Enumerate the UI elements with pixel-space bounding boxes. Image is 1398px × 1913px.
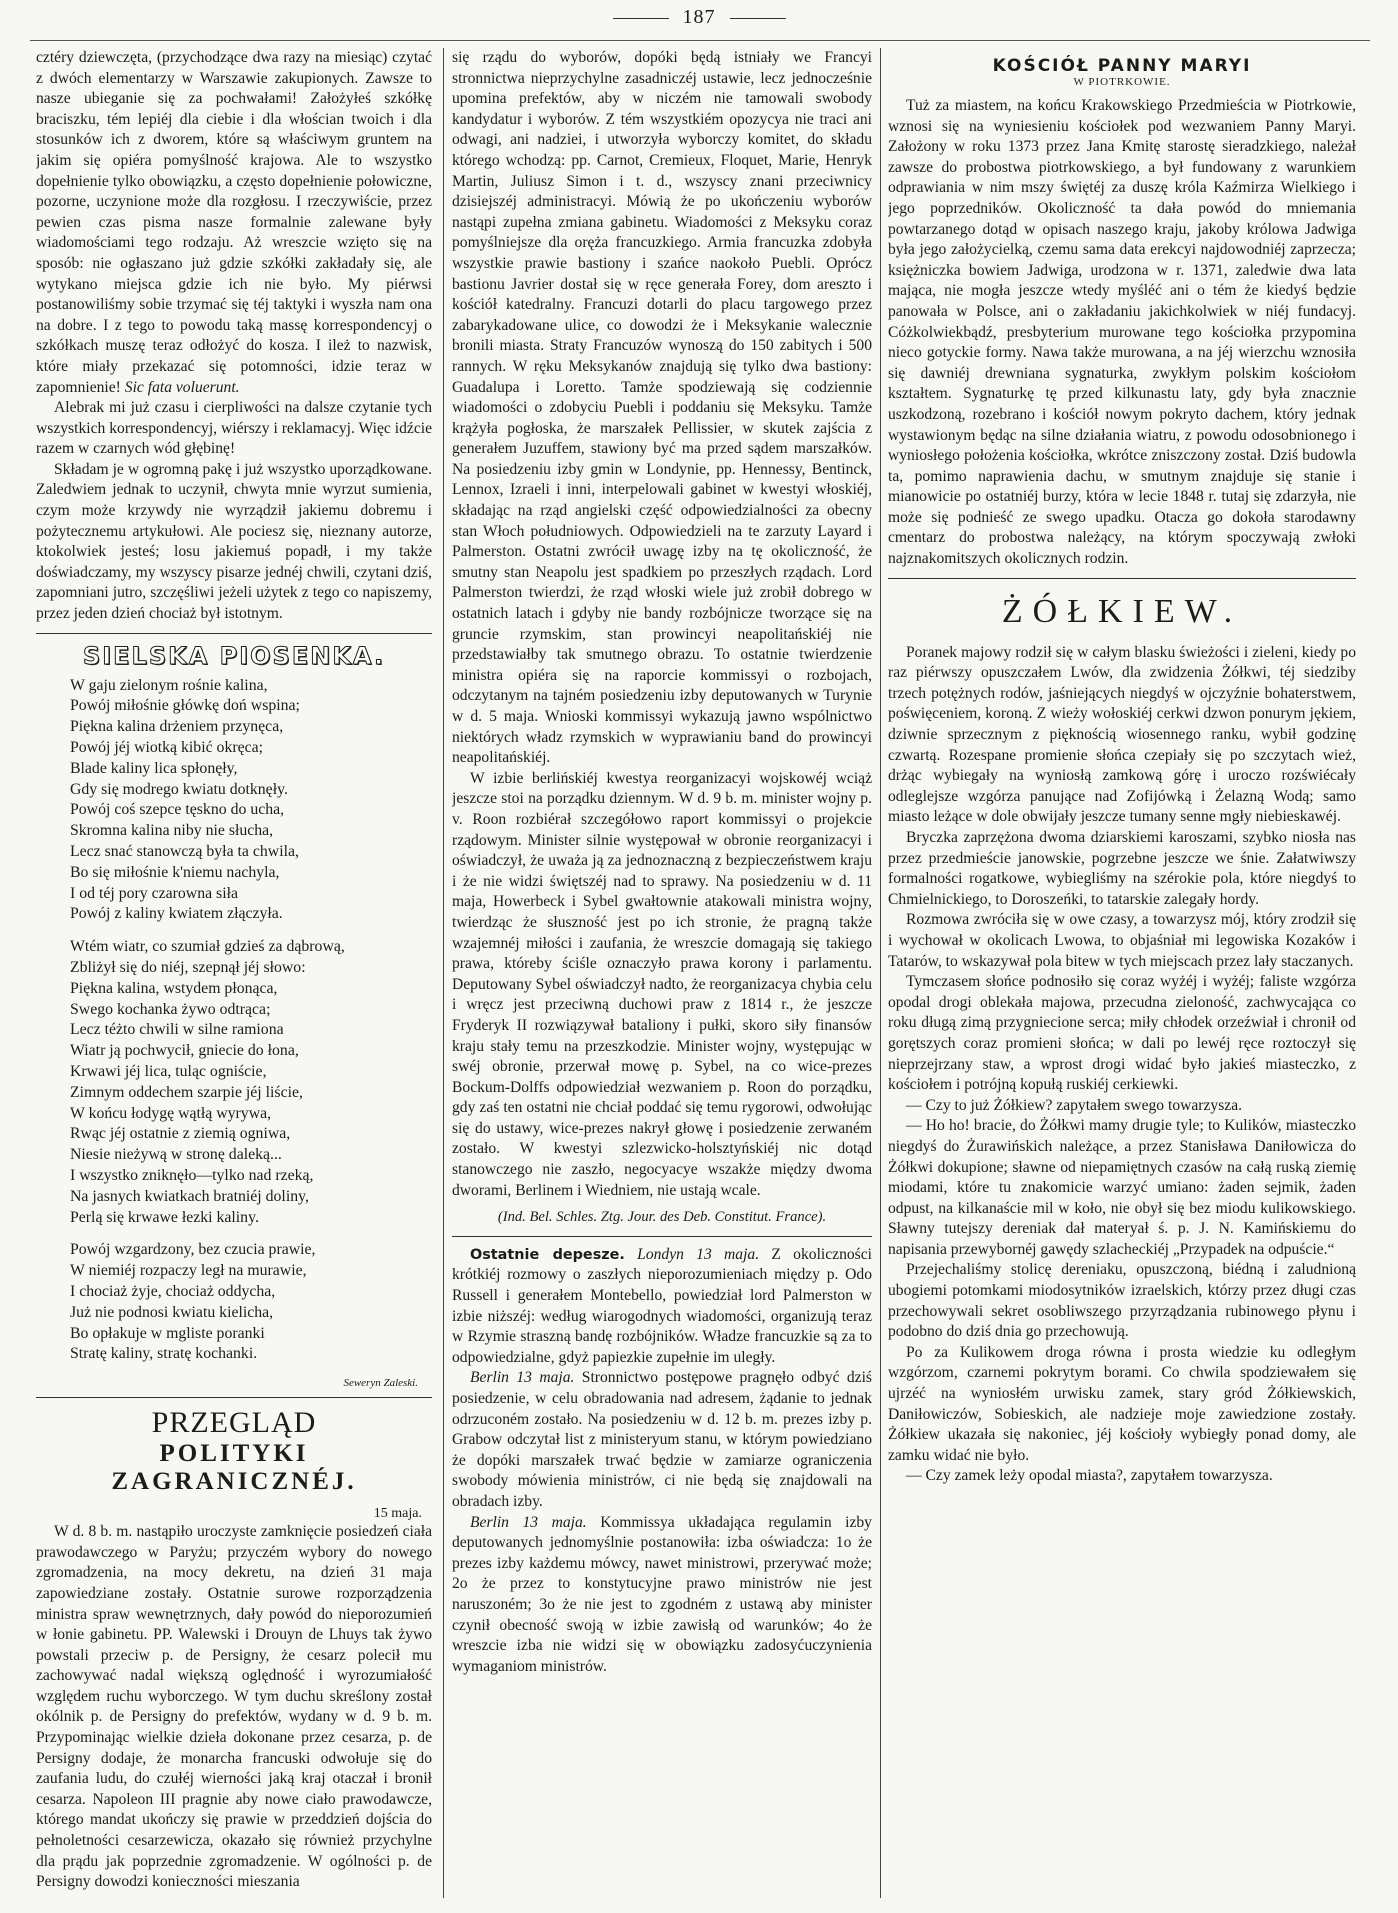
dispatch-paragraph bbox=[452, 1513, 872, 1678]
poem-line: I od téj pory czarowna siła bbox=[70, 884, 238, 902]
poem-line: Powój z kaliny kwiatem złączyła. bbox=[70, 905, 283, 923]
poem-line: W niemiéj rozpaczy legł na murawie, bbox=[70, 1262, 307, 1280]
church-article-title: KOŚCIÓŁ PANNY MARYI bbox=[992, 56, 1252, 76]
column-3 bbox=[888, 48, 1356, 1896]
poem-stanza bbox=[70, 676, 432, 926]
poem-line: Rwąc jéj ostatnie z ziemią ogniwa, bbox=[70, 1125, 291, 1143]
poem-stanza bbox=[70, 937, 432, 1228]
article-paragraph bbox=[36, 48, 432, 398]
article-paragraph: Tymczasem słońce podnosiło się coraz wyżéj i wyżéj; faliste wzgórza opodal drogi oblekała majowa, przecudna zieloność, zachwycająca co roku długą zimą przygniecione serca; miły chłodek orzeźwiał i chronił od gorętszych coraz promieni słońca; w dali po lewéj ręce roztoczył się nieprzejrzany staw, a wprost drogi widać było jakieś miasteczko, z kościołem i potrójną kopułą ruskiéj cerkiewki. bbox=[888, 973, 1356, 1094]
article-paragraph: się rządu do wyborów, dopóki będą istniały we Francyi stronnictwa nieprzychylne zasadniczéj ustawie, lecz jednocześnie upomina prefektów, aby w niczém nie tamowali swobody kandydatur i wyborów. Z tém wszystkiém opozycya nie traci ani odwagi, ani nadziei, i utworzyła wyborczy komitet, do składu którego wchodzą: pp. Carnot, Cremieux, Floquet, Marie, Henryk Martin, Juliusz Simon i t. d., wszyscy znani przeciwnicy dzisiejszéj administracyi. Mówią że po ukończeniu wyborów nastąpi zupełna zmiana gabinetu. Wiadomości z Meksyku coraz pomyślniejsze dla oręża francuzkiego. Armia francuzka zdobyła wszystkie prawie bastiony i szańce naokoło Puebli. Oprócz bastionu Javrier dostał się w ręce generała Forey, dom areszto i kościół katedralny. Francuzi dotarli do placu targowego przez zabarykadowane ulice, co dowodzi że i Meksykanie walecznie bronili miasta. Straty Francuzów wynoszą do 150 zabitych i 500 rannych. W ręku Meksykanów znajdują się tylko dwa bastiony: Guadalupa i Loretto. Tamże spodziewają się codziennie wiadomości o zdobyciu Puebli i poddaniu się Meksyku. Tamże krążyła pogłoska, że marszałek Pellissier, w skutek zajścia z generałem Juzuffem, stawiony być ma przed sądem marszałków. Na posiedzeniu izby gmin w Londynie, pp. Hennessy, Bentinck, Lennox, Izraeli i inni, interpelowali gabinet w kwestyi włoskiéj, składając na rząd angielski część odpowiedzialności za obecny stan Włoch południowych. Odpowiedzieli na te zarzuty Layard i Palmerston. Ostatni zwrócił uwagę izby na tę okoliczność, że smutny stan Neapolu jest spadkiem po przeszłych rządach. Lord Palmerston twierdzi, że rząd włoski wiele już zrobił dobrego w ostatnich latach i gdyby nie bandy rozbójnicze tworzące się na gruncie rzymskim, stan prowincyi neapolitańskiéj nie przedstawiałby tak smutnego obrazu. To ostatnie twierdzenie ministra opiéra się na raporcie kommissyi o rozbojach, odczytanym na tajném posiedzeniu izby deputowanych w Turynie w d. 5 maja. Wnioski kommissyi wykazują jawno wspólnictwo niektórych władz rzymskich w wyprawianiu band do prowincyi neapolitańskiéj. bbox=[452, 49, 872, 767]
poem-line: Zimnym oddechem szarpie jéj liście, bbox=[70, 1083, 303, 1101]
poem-line: Powój coś szepce tęskno do ucha, bbox=[70, 801, 285, 819]
poem-line: I chociaż żyje, chociaż oddycha, bbox=[70, 1282, 276, 1300]
poem-line: Piękna kalina, wstydem płonąca, bbox=[70, 979, 278, 997]
poem-line: Na jasnych kwiatkach bratniéj doliny, bbox=[70, 1187, 309, 1205]
dispatch-heading: Ostatnie depesze. bbox=[470, 1246, 625, 1263]
poem-line: Krwawi jéj lica, tuląc ogniście, bbox=[70, 1062, 267, 1080]
poem-title: SIELSKA PIOSENKA. bbox=[82, 641, 386, 670]
latin-phrase: Sic fata voluerunt. bbox=[124, 378, 240, 396]
article-paragraph: W d. 8 b. m. nastąpiło uroczyste zamknięcie posiedzeń ciała prawodawczego w Paryżu; przyczém wybory do nowego zgromadzenia, na mocy dekretu, na dzień 31 maja zapowiedziane zostały. Ostatnie surowe rozporządzenia ministra spraw wewnętrznych, dały powód do nieporozumień w łonie gabinetu. PP. Walewski i Drouyn de Lhuys tak żywo powstali przeciw p. de Persigny, że cesarz polecił mu zachowywać nadal większą oględność i wyrozumiałość względem ruchu wyborczego. W tym duchu skreślony został okólnik p. de Persigny do prefektów, wydany w d. 9 b. m. Przypominając wielkie dzieła dokonane przez cesarza, p. de Persigny dodaje, że monarcha francuski odwołuje się do zaufania ludu, do czułéj wierności jaką kraj otaczał i bronił cesarza. Napoleon III pragnie aby nowe ciało prawodawcze, którego mandat ukończy się prawie w przeddzień dojścia do pełnoletności cesarzewicza, okazało się również przychylne dla prądu jak poprzednie zgromadzenie. W ogólności p. de Persigny dowodzi konieczności mieszania bbox=[36, 1523, 432, 1891]
zolkiew-article-title: ŻÓŁKIEW. bbox=[1001, 592, 1243, 630]
church-article-subtitle: W PIOTRKOWIE. bbox=[1073, 76, 1171, 88]
poem-line: Wiatr ją pochwycił, gniecie do łona, bbox=[70, 1042, 299, 1060]
poem-line: Stratę kaliny, stratę kochanki. bbox=[70, 1345, 258, 1363]
dispatch-place: Berlin 13 maja. bbox=[470, 1369, 575, 1387]
poem-stanza bbox=[70, 1240, 432, 1365]
article-paragraph: Składam je w ogromną pakę i już wszystko uporządkowane. Zaledwiem jednak to uczynił, chwyta mnie wyrzut sumienia, czym może krzywdy nie wyrządził jakiemu dobremu i pożytecznemu artykułowi. Ale pociesz się, nieznany autorze, ktokolwiek jesteś; losu jakiemuś popadł, i my także doświadczamy, my wszyscy pisarze jednéj chwili, czytani dziś, zapomniani jutro, szczęśliwi jeżeli użytek z tego co napiszemy, przez jeden dzień chociaż był istotnym. bbox=[36, 460, 432, 623]
column-1 bbox=[36, 48, 432, 1896]
section-subtitle: POLITYKI ZAGRANICZNÉJ. bbox=[111, 1440, 357, 1496]
poem-line: Bo opłakuje w mgliste poranki bbox=[70, 1324, 265, 1342]
poem-line: Piękna kalina drżeniem przynęca, bbox=[70, 718, 284, 736]
section-divider bbox=[888, 578, 1356, 579]
poem-line: Lecz téżto chwili w silne ramiona bbox=[70, 1021, 284, 1039]
article-paragraph: Rozmowa zwróciła się w owe czasy, a towarzysz mój, który zrodził się i wychował w okolicach Lwowa, to objaśniał mi legowiska Kozaków i Tatarów, to wskazywał pola bitew w tych miejscach przez lały staczanych. bbox=[888, 911, 1356, 970]
section-divider bbox=[452, 1236, 872, 1237]
article-paragraph: — Czy zamek leży opodal miasta?, zapytałem towarzysza. bbox=[906, 1467, 1273, 1485]
poem-line: Powój miłośnie główkę doń wspina; bbox=[70, 697, 300, 715]
dispatch-place: Berlin 13 maja. bbox=[470, 1513, 587, 1531]
poem-line: Powój jéj wiotką kibić okręca; bbox=[70, 739, 264, 757]
source-citation: (Ind. Bel. Schles. Ztg. Jour. des Deb. Constitut. France). bbox=[497, 1209, 827, 1226]
poem-line: Gdy się modrego kwiatu dotknęły. bbox=[70, 780, 288, 798]
page-number-dash-left bbox=[613, 18, 669, 19]
dispatch-text: Kommissya układająca regulamin izby deputowanych jednomyślnie postanowiła: izba oświadcza: 1o że prezes izby każdemu mówcy, nawet ministrowi, przerywać może; 2o że przez to konstytucyjne prawo ministrów nie jest naruszoném; 3o że nie jest to zgodném z ustawą aby minister czynił obecność swoją w izbie zawisłą od warunków; 4o że wreszcie izba nie widzi się w obowiązku zadosyćuczynienia wymaganiom ministrów. bbox=[452, 1513, 872, 1675]
poem-line: Swego kochanka żywo odtrąca; bbox=[70, 1000, 271, 1018]
poem-line: Wtém wiatr, co szumiał gdzieś za dąbrową, bbox=[70, 938, 345, 956]
poem-line: Perlą się krwawe łezki kaliny. bbox=[70, 1208, 259, 1226]
dispatch-text: Stronnictwo postępowe pragnęło odbyć dziś posiedzenie, w celu obradowania nad adresem, żądanie to jednak odrzuconém zostało. Na posiedzeniu w d. 12 b. m. prezes izby p. Grabow odczytał list z ministeryum stanu, w którym powiedziano że dopóki marszałek trwać będzie w zamiarze ograniczenia swobody mówienia ministrów, ci nie będą się znajdowali na obradach izby. bbox=[452, 1369, 872, 1510]
dispatch-text: Z okoliczności krótkiéj rozmowy o zaszłych nieporozumieniach między p. Odo Russell i generałem Montebello, powiedział lord Palmerston w izbie niższéj: według wiarogodnych wiadomości, organizują teraz w Rzymie straszną bandę rozbójników. Władze francuzkie są za to odpowiedzialne, gdyż papiezkie zupełnie im uległy. bbox=[452, 1245, 872, 1366]
poem-line: Lecz snać stanowczą była ta chwila, bbox=[70, 843, 299, 860]
poem-line: Zbliżył się do niéj, szepnął jéj słowo: bbox=[70, 958, 306, 976]
page-number-dash-right bbox=[730, 18, 786, 19]
poem bbox=[36, 676, 432, 1366]
poem-author: Seweryn Zaleski. bbox=[343, 1377, 418, 1390]
page-number bbox=[0, 6, 1398, 29]
article-paragraph: Po za Kulikowem droga równa i prosta wiedzie ku odległym wzgórzom, czarnemi pokrytym borami. Co chwila spodziewałem się ujrzéć na wyniosłém urwisku zamek, stary gród Żółkiewskich, Daniłowiczów, Sobieskich, ale nadzieje moje zawiedzione zostały. Żółkiew ukazała się nakoniec, jéj kościoły wybiegły ponad domy, ale zamku widać nie było. bbox=[888, 1343, 1356, 1464]
article-paragraph: Tuż za miastem, na końcu Krakowskiego Przedmieścia w Piotrkowie, wznosi się na wyniesieniu kościołek pod wezwaniem Panny Maryi. Założony w roku 1373 przez Jana Kmitę starostę sieradzkiego, należał zawsze do probostwa piotrkowskiego, a był fundowany z warunkiem odprawiania w nim mszy świętéj za duszę króla Kaźmirza Wielkiego i jego poprzedników. Okoliczność ta dała powód do mniemania powtarzanego dotąd w opisach naszego kraju, jakoby królowa Jadwiga była jego założycielką, czemu sama data erekcyi najdowodniéj zaprzecza; księżniczka bowiem Jadwiga, urodzona w r. 1371, zaledwie dwa lata mająca, nie mogła jeszcze wtedy myśléć ani o tém że kiedyś będzie panowała w Polsce, ani o zakładaniu jakichkolwiek w niéj fundacyj. Cóżkolwiekbądź, presbyterium murowane tego kościołka przypomina nieco gotyckie formy. Nawa także murowana, a na jéj wierzchu wznosiła się dawniéj drewniana sygnaturka, zwykłym polskim kościołom kształtem. Sygnaturkę tę przed kilkunastu laty, gdy była znacznie uszkodzoną, rozebrano i kościół nowym pokryto dachem, który jednak wystawionym będąc na silne działania wiatru, z powodu odosobnionego i wyniosłego położenia kościołka, wkrótce zniszczony został. Dziś budowla ta, pomimo naprawienia dachu, w smutnym znajduje się stanie i mianowicie po ostatniéj burzy, która w lecie 1848 r. tutaj się zdarzyła, nie może się podnieść ze swego upadku. Otacza go dokoła starodawny cmentarz do probostwa należący, na którym spoczywają zwłoki najznakomitszych okolicznych rodzin. bbox=[888, 97, 1356, 568]
section-title: PRZEGLĄD bbox=[151, 1406, 317, 1440]
dateline: 15 maja. bbox=[373, 1506, 422, 1522]
column-2 bbox=[452, 48, 872, 1896]
poem-line: Już nie podnosi kwiatu kielicha, bbox=[70, 1303, 274, 1321]
article-paragraph: Przejechaliśmy stolicę dereniaku, opuszczoną, biédną i zaludnioną ubogiemi potomkami miodosytników izraelskich, którzy przez długi czas przechowywali sekret osobliwszego przyrządzania rubinowego płynu i podobno do dziś dnia go przechowują. bbox=[888, 1261, 1356, 1341]
dispatch-place: Londyn 13 maja. bbox=[637, 1245, 760, 1263]
paragraph-text: cztéry dziewczęta, (przychodzące dwa razy na miesiąc) czytać z dwóch elementarzy w Warszawie zakupionych. Zawsze to nasze ubieganie się za pochwałami! Założyłeś szkółkę braciszku, tém lepiéj dla ciebie i dla włościan twoich i dla stosunków ich z dworem, które są właściwym gruntem na jakim się opiéra pomyślność krajowa. Ale to wszystko dopełnienie tylko obowiązku, a często dopełnienie połowiczne, pozorne, uczynione może dla rozgłosu. I rzeczywiście, przez pewien czas pisma nasze formalnie zalewane były wiadomościami tego rodzaju. Aż wreszcie wzięto się na sposób: nie ogłaszano już gdzie szkółki zakładały się, ale wytykano miejsca gdzie ich nie było. My piérwsi postanowiliśmy sobie trzymać się téj taktyki i wyszła nam ona na dobre. I z tego to powodu taką massę korrespondencyj o szkółkach muszę teraz odłożyć do kosza. I ileż to nazwisk, które miały przekazać się potomności, idzie teraz w zapomnienie! bbox=[36, 49, 432, 396]
poem-line: Powój wzgardzony, bez czucia prawie, bbox=[70, 1241, 316, 1259]
article-paragraph: Alebrak mi już czasu i cierpliwości na dalsze czytanie tych wszystkich korrespondencyj, wiérszy i reklamacyj. Więc idźcie razem w czarnych wód głębinę! bbox=[36, 399, 432, 458]
article-paragraph: — Ho ho! bracie, do Żółkwi mamy drugie tyle; to Kulików, miasteczko niegdyś do Żurawińskich należące, a przez Stanisława Daniłowicza do Żółkwi dokupione; sławne od niepamiętnych czasów na całą ruską ziemię miodami, które tu znakomicie warzyć umiano: żaden sejmik, żaden odpust, na kilkanaście mil w koło, nie obył się bez miodu kulikowskiego. Sławny tutejszy dereniak dał materyał ś. p. J. N. Kamińskiemu do napisania przewybornéj gawędy szlacheckiéj „Przypadek na odpuście.“ bbox=[888, 1117, 1356, 1258]
column-divider-2 bbox=[880, 48, 881, 1898]
dispatch-paragraph bbox=[452, 1245, 872, 1369]
article-paragraph: Bryczka zaprzężona dwoma dziarskiemi karoszami, szybko niosła nas przez przedmieście janowskie, pogrzebne jeszcze we śnie. Załatwiwszy formalności rogatkowe, wybiegliśmy na szérokie pola, które niegdyś to Chmielnickiego, to Doroszeńki, to tatarskie zalegały hordy. bbox=[888, 829, 1356, 908]
section-divider bbox=[36, 1397, 432, 1398]
poem-line: Skromna kalina niby nie słucha, bbox=[70, 822, 274, 840]
page-number-text: 187 bbox=[682, 6, 716, 28]
article-paragraph: W izbie berlińskiéj kwestya reorganizacyi wojskowéj wciąż jeszcze stoi na porządku dziennym. W d. 9 b. m. minister wojny p. v. Roon rozbiérał szczegółowo raport kommissyi o projekcie rządowym. Minister silnie występował w obronie reorganizacyi i oświadczył, że uważa ją za jednoznaczną z bezpieczeństwem kraju i że nie widzi świętszéj nad to sprawy. Na posiedzeniu w d. 11 maja, Howerbeck i Sybel gwałtownie atakowali ministra wojny, twierdząc że słuszność jest po ich stronie, że pragną także wzajemnéj miłości i zaufania, że wreszcie domagają się takiego prawa, któreby ściśle oznaczyło prawa korony i parlamentu. Deputowany Sybel oświadczył nadto, że reorganizacya chybia celu i wręcz jest przeciwną duchowi praw z 1814 r., że jeszcze Fryderyk II rozwiązywał bataliony i pułki, skoro siły finansów kraju stały temu na przeszkodzie. Minister wojny, występując w swéj obronie, przerwał mowę p. Sybel, na co wice-prezes Bockum-Dolffs odpowiedział wezwaniem p. Roon do porządku, gdy zaś ten ostatni nie chciał poddać się temu rygorowi, odwołując się do ustawy, wice-prezes nakrył głowę i posiedzenie zerwaném zostało. W kwestyi szlezwicko-holsztyńskiéj nic dotąd stanowczego nie zaszło, negocyacye wszakże między dwoma dworami, Berlinem i Wiedniem, nie ustają wcale. bbox=[452, 769, 872, 1199]
poem-line: Bo się miłośnie k'niemu nachyla, bbox=[70, 863, 280, 881]
poem-line: I wszystko zniknęło—tylko nad rzeką, bbox=[70, 1166, 314, 1184]
article-paragraph: Poranek majowy rodził się w całym blasku świeżości i zieleni, kiedy po raz piérwszy opuszczałem Lwów, dla zwidzenia Żółkwi, téj siedziby trzech potężnych rodów, jaśniejących niegdyś w ojczyźnie bohaterstwem, poświęceniem, koroną. Z wieży wołoskiéj cerkwi dzwon ponurym jękiem, dziwnie sprzecznym z pięknością wiosennego ranku, wybił godzinę czwartą. Rozespane promienie słońca czepiały się po szczytach wież, drżąc wybiegały na wyniosłą zamkową górę i uroczo rozświécały odleglejsze wzgórza panujące nad Zofijówką i Żelazną Wodą; samo miasto leżące w dole obwijały jeszcze tumany senne mgły niebieskawéj. bbox=[888, 643, 1356, 826]
poem-line: W gaju zielonym rośnie kalina, bbox=[70, 676, 268, 694]
article-paragraph: — Czy to już Żółkiew? zapytałem swego towarzysza. bbox=[906, 1096, 1243, 1114]
dispatch-paragraph bbox=[452, 1368, 872, 1512]
poem-line: Blade kaliny lica spłonęły, bbox=[70, 759, 238, 777]
header-rule bbox=[30, 40, 1370, 41]
column-divider-1 bbox=[443, 48, 444, 1898]
poem-line: W końcu łodygę wątłą wyrywa, bbox=[70, 1104, 272, 1122]
section-divider bbox=[36, 633, 432, 634]
poem-line: Niesie nieżywą w stronę daleką... bbox=[70, 1146, 282, 1164]
